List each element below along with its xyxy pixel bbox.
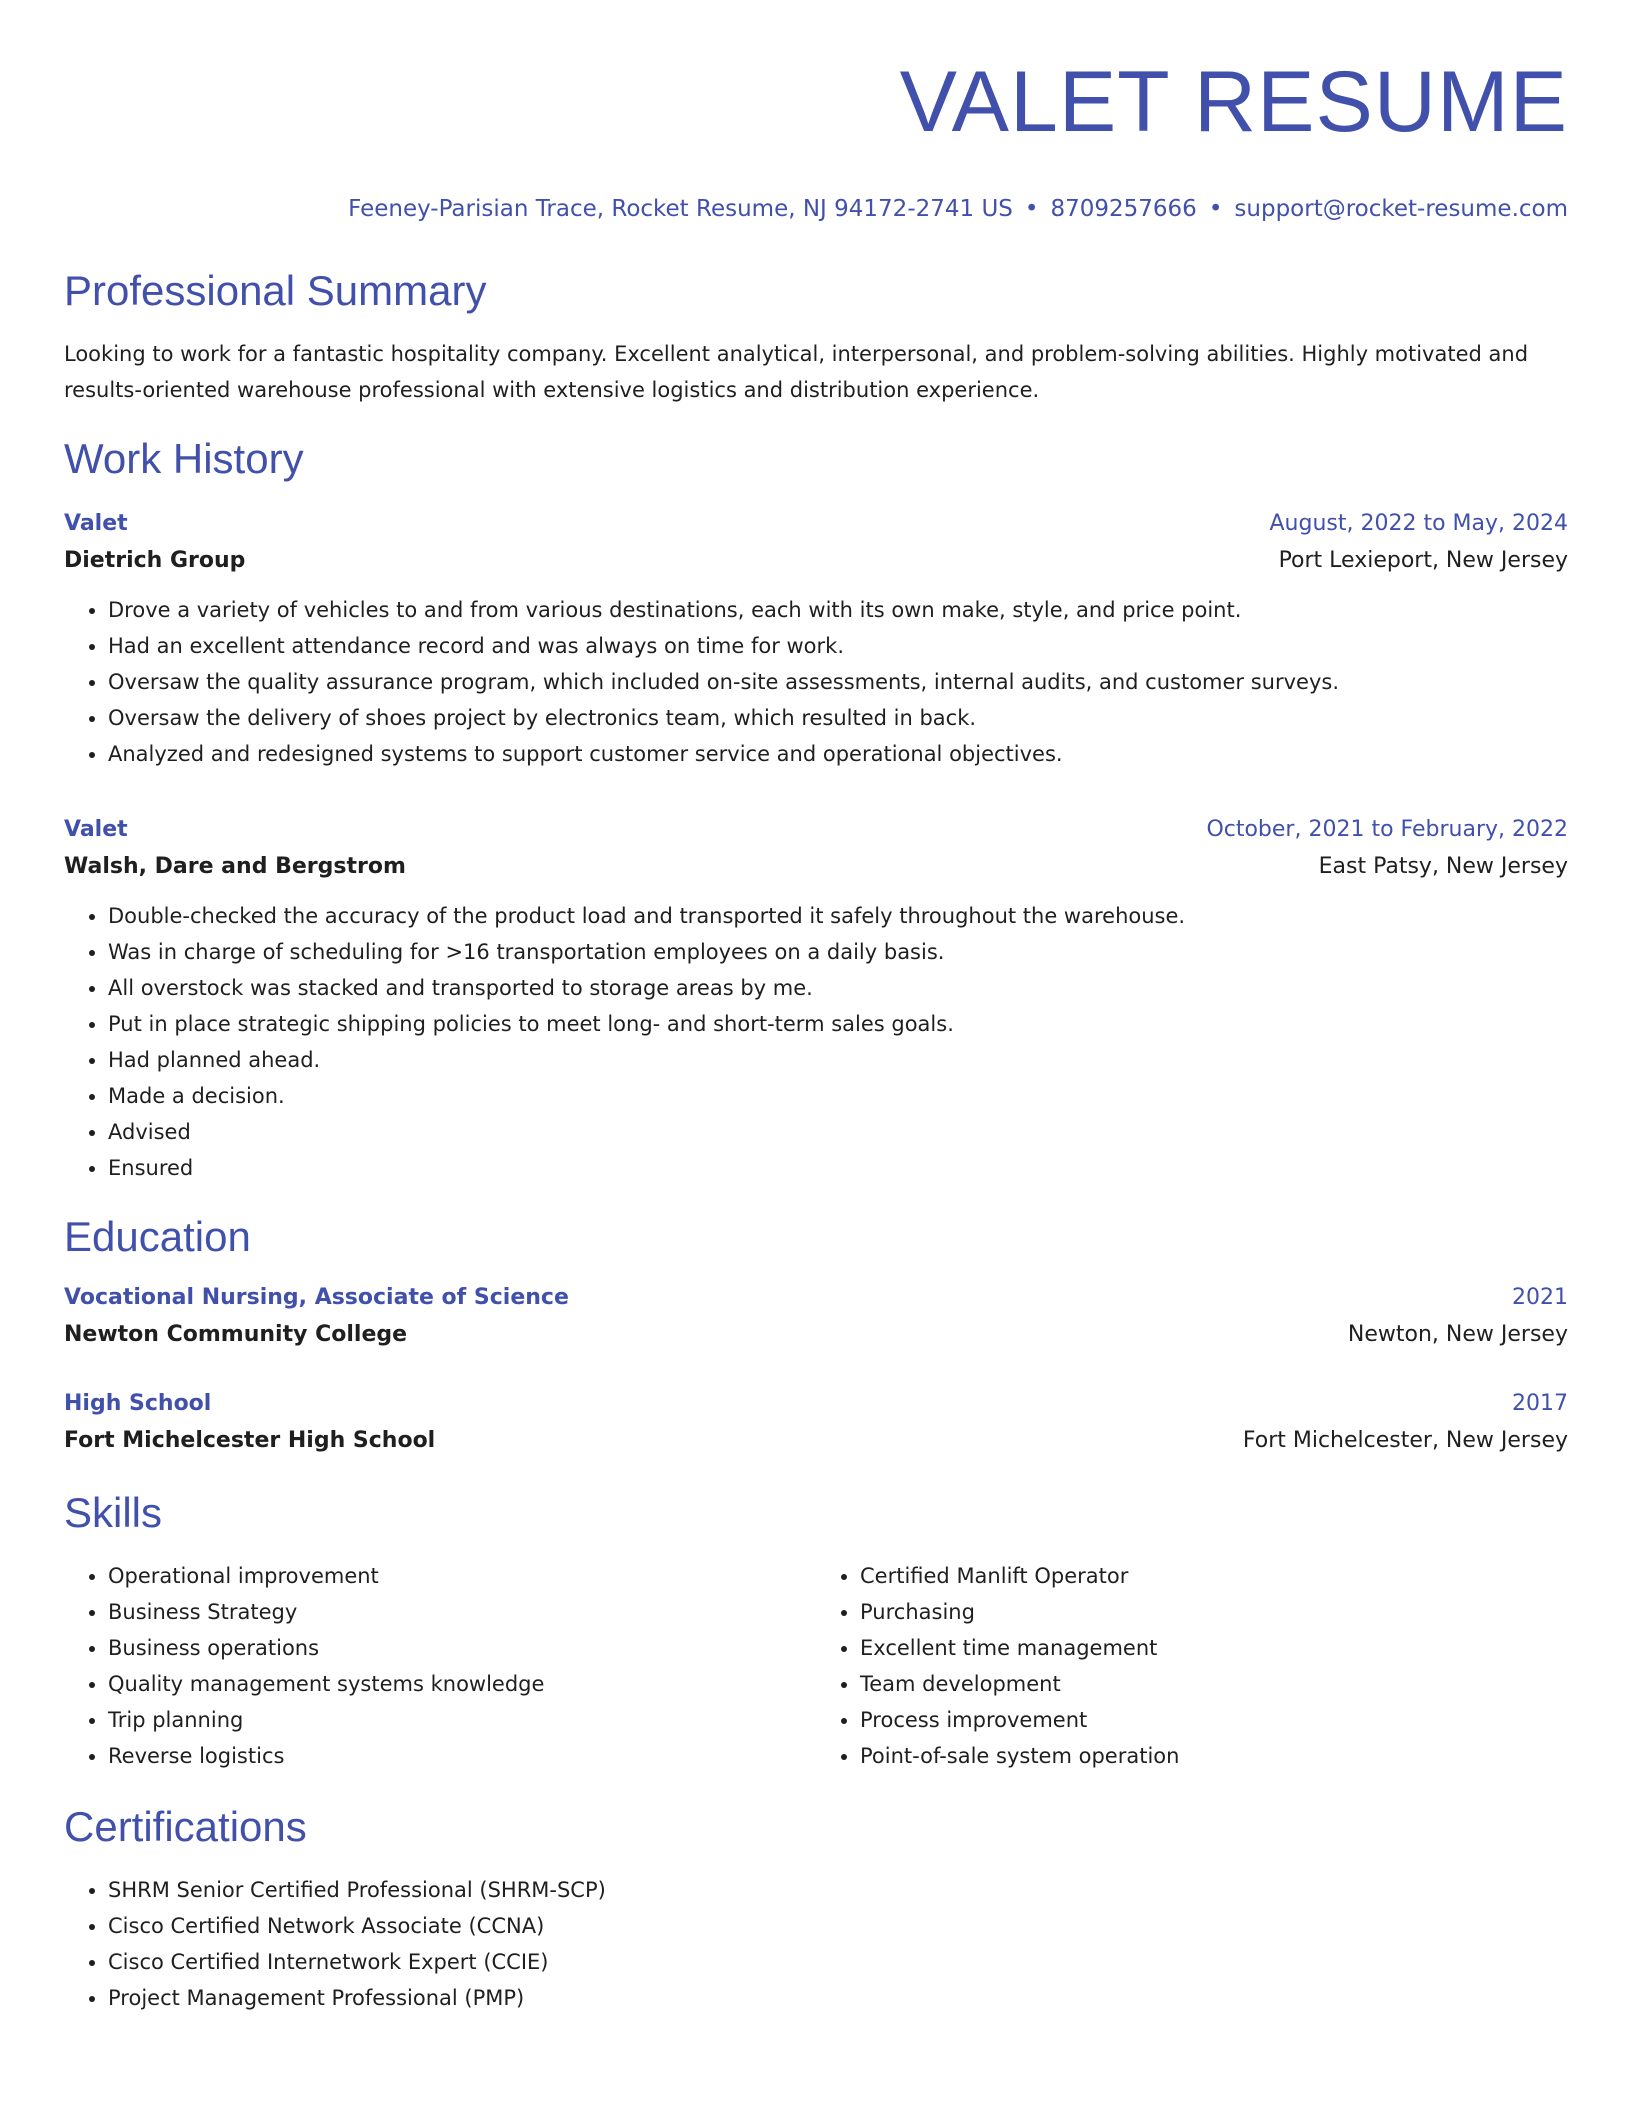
contact-separator: • (1024, 196, 1039, 222)
work-history-heading: Work History (64, 435, 304, 482)
job-bullet: • Was in charge of scheduling for >16 transportation employees on a daily basis. (108, 934, 1568, 970)
skill-item: • Business Strategy (108, 1594, 816, 1630)
job-bullets (64, 592, 1568, 772)
skill-item: • Excellent time management (860, 1630, 1568, 1666)
education-header-row (64, 1386, 1568, 1422)
education-school-row (64, 1422, 1568, 1460)
job-entry (64, 812, 1568, 1186)
education-heading: Education (64, 1213, 251, 1260)
contact-email: support@rocket-resume.com (1234, 196, 1568, 222)
certification-item: • Cisco Certified Network Associate (CCNA) (108, 1908, 1568, 1944)
skill-item: • Point-of-sale system operation (860, 1738, 1568, 1774)
skills-heading: Skills (64, 1489, 163, 1536)
education-header-row (64, 1280, 1568, 1316)
job-location: East Patsy, New Jersey (1318, 854, 1568, 879)
contact-phone: 8709257666 (1050, 196, 1197, 222)
job-company-row (64, 848, 1568, 886)
education-school: Newton Community College (64, 1322, 408, 1347)
job-company-row (64, 542, 1568, 580)
skill-item: • Business operations (108, 1630, 816, 1666)
education-year: 2021 (1512, 1285, 1568, 1310)
education-entry (64, 1280, 1568, 1354)
education-location: Newton, New Jersey (1347, 1322, 1568, 1347)
education-degree: High School (64, 1391, 212, 1416)
skills-column-left (64, 1558, 816, 1774)
job-entry (64, 506, 1568, 772)
job-location: Port Lexieport, New Jersey (1278, 548, 1568, 573)
skill-item: • Certified Manlift Operator (860, 1558, 1568, 1594)
certification-item: • Project Management Professional (PMP) (108, 1980, 1568, 2016)
job-bullet: • Ensured (108, 1150, 1568, 1186)
education-degree: Vocational Nursing, Associate of Science (64, 1285, 569, 1310)
skill-item: • Quality management systems knowledge (108, 1666, 816, 1702)
job-bullet: • Had an excellent attendance record and was always on time for work. (108, 628, 1568, 664)
certifications-list (64, 1872, 1568, 2016)
skill-item: • Process improvement (860, 1702, 1568, 1738)
job-bullet: • Double-checked the accuracy of the product load and transported it safely throughout the warehouse. (108, 898, 1568, 934)
job-bullet: • Had planned ahead. (108, 1042, 1568, 1078)
skill-item: • Operational improvement (108, 1558, 816, 1594)
certification-item: • Cisco Certified Internetwork Expert (CCIE) (108, 1944, 1568, 1980)
summary-heading: Professional Summary (64, 267, 487, 314)
job-role: Valet (64, 817, 128, 842)
education-entry (64, 1386, 1568, 1460)
job-role: Valet (64, 511, 128, 536)
education-list (64, 1280, 1568, 1460)
job-company: Walsh, Dare and Bergstrom (64, 854, 406, 879)
education-year: 2017 (1512, 1391, 1568, 1416)
job-bullet: • Analyzed and redesigned systems to support customer service and operational objectives. (108, 736, 1568, 772)
summary-text: Looking to work for a fantastic hospitality company. Excellent analytical, interpersonal, and problem-solving abilities. Highly motivated and results-oriented warehouse professional with extensive logistics and distribution experience. (64, 342, 1529, 402)
job-header-row (64, 812, 1568, 848)
job-bullet: • Oversaw the quality assurance program, which included on-site assessments, internal audits, and customer surveys. (108, 664, 1568, 700)
skills-grid (64, 1558, 1568, 1774)
job-bullet: • Made a decision. (108, 1078, 1568, 1114)
job-bullets (64, 898, 1568, 1186)
skill-item: • Purchasing (860, 1594, 1568, 1630)
job-bullet: • Drove a variety of vehicles to and from various destinations, each with its own make, style, and price point. (108, 592, 1568, 628)
job-dates: October, 2021 to February, 2022 (1206, 817, 1568, 842)
job-company: Dietrich Group (64, 548, 246, 573)
skill-item: • Trip planning (108, 1702, 816, 1738)
job-dates: August, 2022 to May, 2024 (1269, 511, 1568, 536)
job-bullet: • Put in place strategic shipping policies to meet long- and short-term sales goals. (108, 1006, 1568, 1042)
certification-item: • SHRM Senior Certified Professional (SHRM-SCP) (108, 1872, 1568, 1908)
education-location: Fort Michelcester, New Jersey (1242, 1428, 1568, 1453)
job-bullet: • All overstock was stacked and transported to storage areas by me. (108, 970, 1568, 1006)
skill-item: • Team development (860, 1666, 1568, 1702)
skill-item: • Reverse logistics (108, 1738, 816, 1774)
education-school-row (64, 1316, 1568, 1354)
certifications-heading: Certifications (64, 1803, 307, 1850)
job-bullet: • Advised (108, 1114, 1568, 1150)
resume-name: VALET RESUME (899, 54, 1568, 150)
work-history-list (64, 506, 1568, 1186)
education-school: Fort Michelcester High School (64, 1428, 436, 1453)
skills-column-right (816, 1558, 1568, 1774)
job-header-row (64, 506, 1568, 542)
job-bullet: • Oversaw the delivery of shoes project by electronics team, which resulted in back. (108, 700, 1568, 736)
contact-address: Feeney-Parisian Trace, Rocket Resume, NJ 94172-2741 US (348, 196, 1013, 222)
contact-separator: • (1208, 196, 1223, 222)
contact-line (64, 194, 1568, 224)
